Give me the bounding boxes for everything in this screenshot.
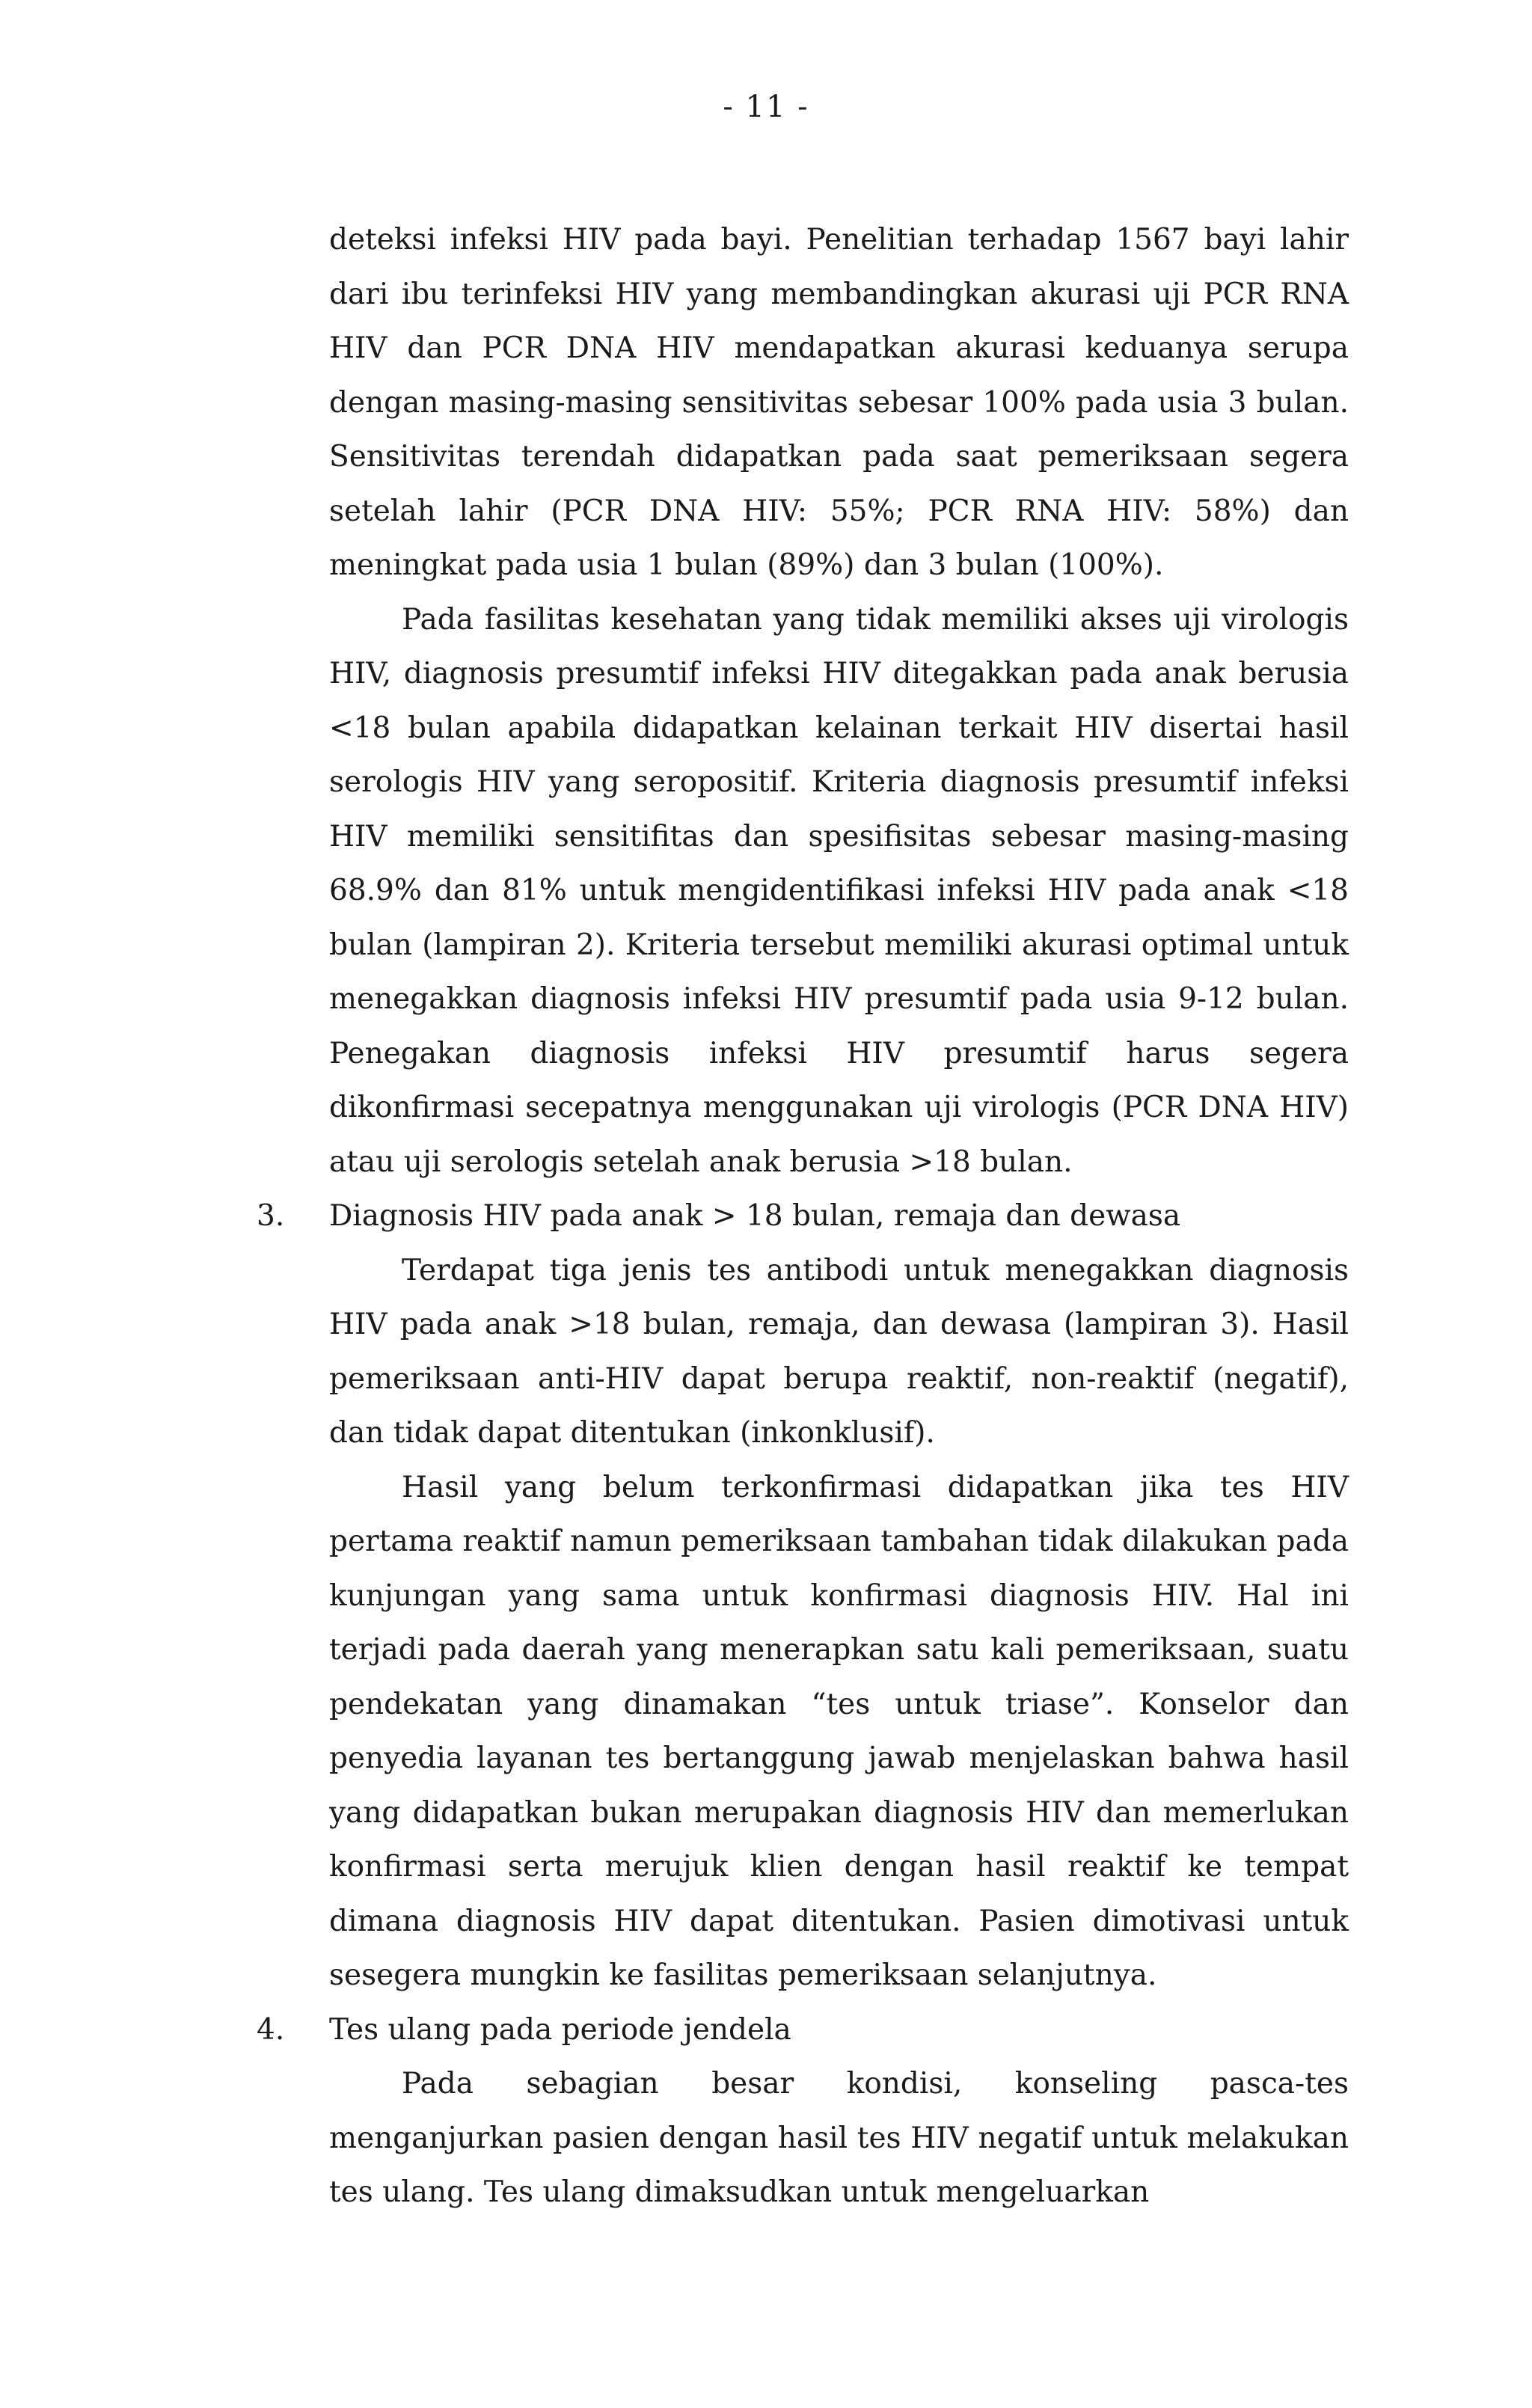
section-3-title: Diagnosis HIV pada anak > 18 bulan, remaja dan dewasa: [329, 1199, 1181, 1233]
section-4-number: 4.: [257, 2012, 285, 2047]
paragraph-continuation: deteksi infeksi HIV pada bayi. Penelitian terhadap 1567 bayi lahir dari ibu terinfeksi HIV yang membandingkan akurasi uji PCR RNA HIV dan PCR DNA HIV mendapatkan akurasi keduanya serupa dengan masing-masing sensitivitas sebesar 100% pada usia 3 bulan. Sensitivitas terendah didapatkan pada saat pemeriksaan segera setelah lahir (PCR DNA HIV: 55%; PCR RNA HIV: 58%) dan meningkat pada usia 1 bulan (89%) dan 3 bulan (100%).: [329, 223, 1349, 582]
section-4-title: Tes ulang pada periode jendela: [329, 2012, 791, 2047]
page-number: - 11 -: [723, 90, 809, 124]
section-4-heading: [257, 2003, 1349, 2058]
section-3-paragraph-2: Hasil yang belum terkonfirmasi didapatkan jika tes HIV pertama reaktif namun pemeriksaan tambahan tidak dilakukan pada kunjungan yang sama untuk konfirmasi diagnosis HIV. Hal ini terjadi pada daerah yang menerapkan satu kali pemeriksaan, suatu pendekatan yang dinamakan “tes untuk triase”. Konselor dan penyedia layanan tes bertanggung jawab menjelaskan bahwa hasil yang didapatkan bukan merupakan diagnosis HIV dan memerlukan konfirmasi serta merujuk klien dengan hasil reaktif ke tempat dimana diagnosis HIV dapat ditentukan. Pasien dimotivasi untuk sesegera mungkin ke fasilitas pemeriksaan selanjutnya.: [329, 1470, 1349, 1992]
section-3-paragraph-1: Terdapat tiga jenis tes antibodi untuk menegakkan diagnosis HIV pada anak >18 bulan, remaja, dan dewasa (lampiran 3). Hasil pemeriksaan anti-HIV dapat berupa reaktif, non-reaktif (negatif), dan tidak dapat ditentukan (inkonklusif).: [329, 1253, 1349, 1450]
section-3-heading: [257, 1189, 1349, 1244]
section-4-paragraph-1: Pada sebagian besar kondisi, konseling pasca-tes menganjurkan pasien dengan hasil tes HIV negatif untuk melakukan tes ulang. Tes ulang dimaksudkan untuk mengeluarkan: [329, 2067, 1349, 2209]
paragraph-presumptive-diagnosis: Pada fasilitas kesehatan yang tidak memiliki akses uji virologis HIV, diagnosis presumtif infeksi HIV ditegakkan pada anak berusia <18 bulan apabila didapatkan kelainan terkait HIV disertai hasil serologis HIV yang seropositif. Kriteria diagnosis presumtif infeksi HIV memiliki sensitifitas dan spesifisitas sebesar masing-masing 68.9% dan 81% untuk mengidentifikasi infeksi HIV pada anak <18 bulan (lampiran 2). Kriteria tersebut memiliki akurasi optimal untuk menegakkan diagnosis infeksi HIV presumtif pada usia 9-12 bulan. Penegakan diagnosis infeksi HIV presumtif harus segera dikonfirmasi secepatnya menggunakan uji virologis (PCR DNA HIV) atau uji serologis setelah anak berusia >18 bulan.: [329, 602, 1349, 1179]
document-body: [257, 213, 1349, 2220]
section-3-number: 3.: [257, 1199, 285, 1233]
